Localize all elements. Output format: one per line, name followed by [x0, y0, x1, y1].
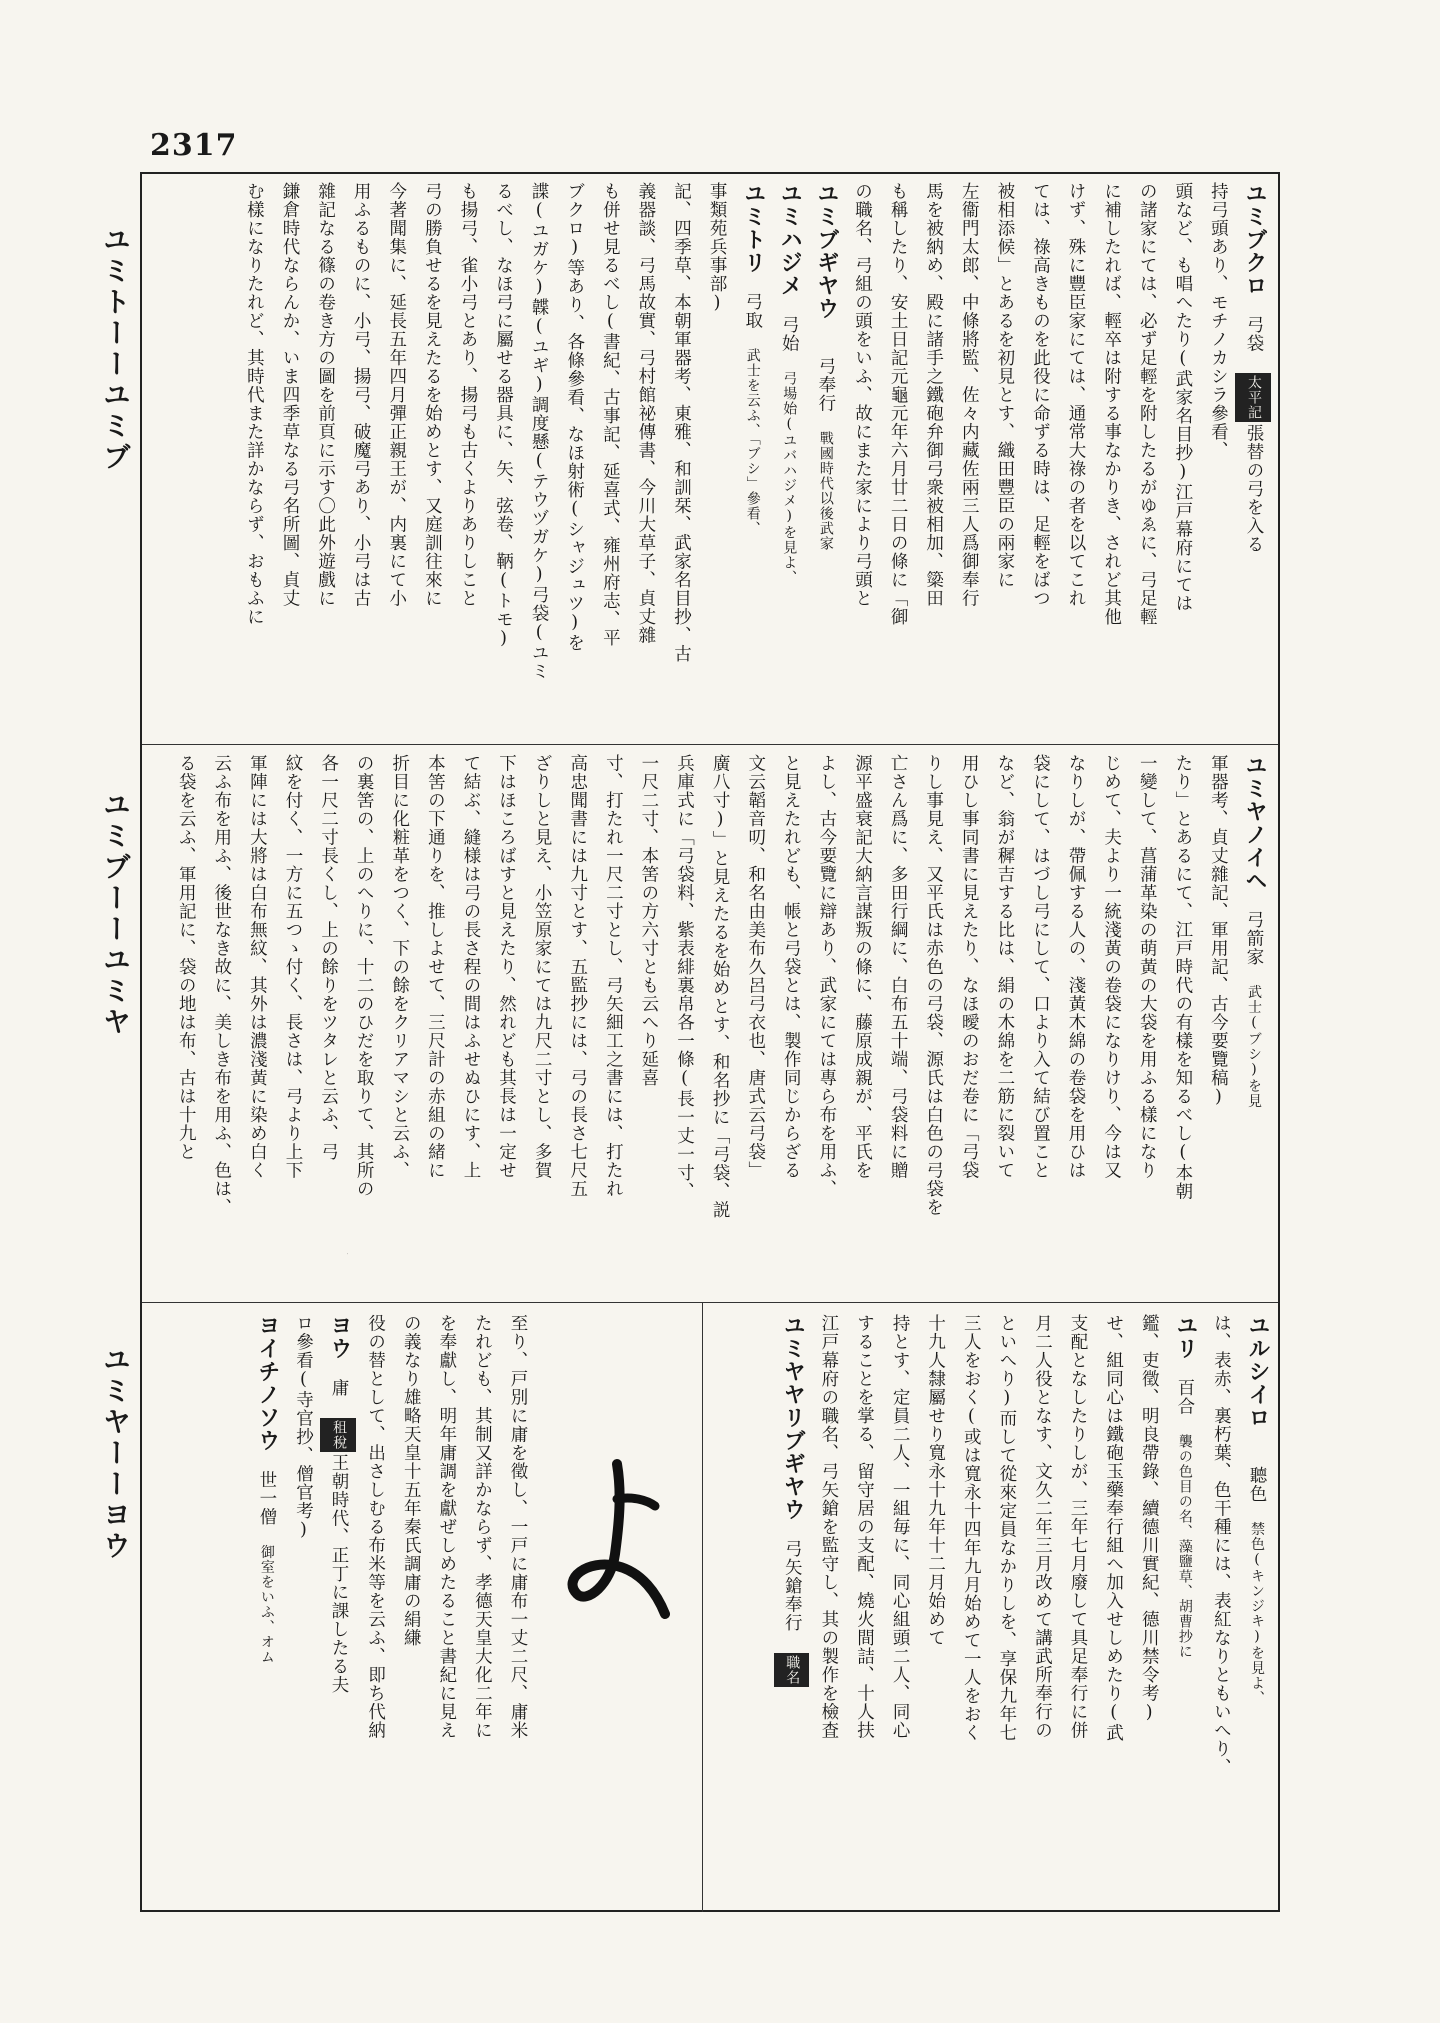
entry-yumitori-heading: ユミトリ: [740, 182, 766, 274]
entry-you-line-1: 役の替として、出さしむる布米等を云ふ、即ち代納: [365, 1314, 386, 1740]
column-divider-bottom: [702, 1302, 703, 1912]
middle-line-3: 紋を付く、一方に五つゝ付く、長さは、弓より上下: [282, 754, 303, 1180]
entry-yumibugyou-line-5: 被相添候」とあるを初見とす、織田豐臣の兩家に: [994, 182, 1015, 589]
entry-you-line-4: たれども、其制又詳かならず、孝德天皇大化二年に: [472, 1314, 493, 1740]
middle-line-16: 文云韜音叨、和名由美布久呂弓衣也、唐式云弓袋」: [745, 754, 766, 1180]
top-line-12: 義器談、弓馬故實、弓村館祕傳書、今川大草子、貞丈雜: [635, 182, 656, 645]
middle-line-15: 廣八寸)」と見えたるを始めとす、和名抄に「弓袋、説: [710, 754, 731, 1219]
middle-line-1: 云ふ布を用ふ、後世なき故に、美しき布を用ふ、色は、: [211, 754, 232, 1217]
top-line-2: 雜記なる篠の卷き方の圖を前頁に示す〇此外遊戲に: [315, 182, 336, 608]
middle-line-25: なりしが、帶佩する人の、淺黃木綿の卷袋を用ひは: [1066, 754, 1087, 1180]
entry-yumiyayaribugyou-line-3: 十九人隸屬せり寬永十九年十二月始めて: [925, 1314, 946, 1647]
entry-yumibukuro-badge: 太平記: [1235, 373, 1271, 422]
entry-yumiyanoihe-heading: ユミヤノイヘ: [1242, 754, 1267, 892]
entry-yumihajime-definition: 弓場始(ユバハジメ)を見よ、: [781, 371, 798, 585]
entry-yurushiiro-heading: ユルシイロ: [1245, 1314, 1270, 1429]
entry-yumiyayaribugyou-heading: ユミヤヤリブギヤウ: [780, 1314, 806, 1521]
entry-yumibugyou-term: 弓奉行: [815, 357, 836, 413]
middle-line-20: 亡さん爲に、多田行綱に、白布五十端、弓袋料に贈: [888, 754, 909, 1180]
entry-yoichinosou-definition: 御室をいふ、オム: [258, 1544, 275, 1665]
entry-yumiyayaribugyou-term: 弓矢鎗奉行: [782, 1539, 803, 1632]
entry-you-line-5: 至り、戸別に庸を徵し、一戸に庸布一丈二尺、庸米: [508, 1314, 528, 1740]
middle-line-4: 各一尺二寸長くし、上の餘りをツタレと云ふ、弓: [318, 754, 339, 1161]
entry-yuri-line-0: 襲の色目の名、藻鹽草、胡曹抄に: [1176, 1434, 1193, 1659]
entry-yurushiiro-term: 聽色: [1247, 1466, 1267, 1503]
entry-yumihajime-term: 弓始: [779, 315, 800, 353]
middle-line-27: 一變して、菖蒲革染の萌黃の大袋を用ふる樣になり: [1137, 754, 1158, 1180]
entry-yumiyayaribugyou-line-7: 支配となしたりしが、三年七月廢して具足奉行に併: [1068, 1314, 1089, 1740]
entry-yumiyanoihe-definition: 武士(ブシ)を見: [1246, 984, 1262, 1109]
entry-yuri-term: 百合: [1174, 1378, 1195, 1416]
middle-row-text: [142, 754, 1272, 1294]
middle-line-17: と見えたれども、帳と弓袋とは、製作同じからざる: [781, 754, 802, 1180]
middle-line-8: て結ぶ、縫様は弓の長さ程の間はふせぬひにす、上: [460, 754, 481, 1180]
middle-line-23: など、翁が穉吉する比は、絹の木綿を二筋に裂いて: [994, 754, 1015, 1180]
middle-line-22: 用ひし事同書に見えたり、なほ曖のおだ卷に「弓袋: [959, 754, 980, 1180]
entry-yumiyayaribugyou-line-9: 鑑、吏徵、明良帶錄、續德川實紀、德川禁令考): [1139, 1314, 1160, 1724]
top-line-5: 弓の勝負せるを見えたるを始めとす、又庭訓往來に: [422, 182, 443, 608]
middle-line-19: 源平盛衰記大納言謀叛の條に、藤原成親が、平氏を: [852, 754, 873, 1180]
entry-yumiyayaribugyou-line-6: 月二人役となす、文久二年三月改めて講武所奉行の: [1032, 1314, 1053, 1740]
header-guide-top: ユミトーーユミブ: [99, 225, 132, 473]
entry-yumibukuro-definition: 張替の弓を入る: [1244, 424, 1264, 554]
entry-yumitori-term: 弓取: [742, 292, 763, 330]
entry-yumibugyou-line-9: の諸家にては、必ず足輕を附したるがゆゑに、弓足輕: [1137, 182, 1158, 626]
header-guide-bottom: ユミヤーーヨウ: [99, 1345, 132, 1562]
entry-yumibugyou-line-8: に補したれば、輕卒は附する事なかりき、されど其他: [1101, 182, 1122, 626]
entry-yumiyanoihe-term: 弓箭家: [1244, 910, 1264, 966]
entry-yumiyayaribugyou-badge: 職名: [774, 1653, 810, 1687]
row-divider-top: [142, 744, 1278, 745]
entry-yumitori-definition: 武士を云ふ、「ブシ」參看、: [744, 348, 761, 536]
entry-you-heading: ヨウ: [327, 1314, 353, 1360]
top-line-14: 事類苑兵事部): [707, 182, 728, 314]
entry-yumiyayaribugyou-line-2: 持とす、定員二人、一組毎に、同心組頭二人、同心: [890, 1314, 911, 1740]
entry-yumibugyou-line-6: ては、祿高きものを此役に命ずる時は、足輕をばつ: [1030, 182, 1051, 608]
middle-line-2: 軍陣には大將は白布無紋、其外は濃淺黃に染め白く: [247, 754, 268, 1180]
entry-yumibugyou-line-7: けず、殊に豐臣家にては、通常大祿の者を以てこれ: [1066, 182, 1087, 608]
middle-line-14: 兵庫式に「弓袋料、紫表緋裏帛各一條(長一丈一寸、: [674, 754, 695, 1201]
header-guide-middle: ユミブーーユミヤ: [99, 790, 132, 1038]
entry-you-line-2: の義なり雄略天皇十五年秦氏調庸の絹縑: [401, 1314, 422, 1647]
top-line-11: も併せ見るべし(書紀、古事記、延喜式、雍州府志、平: [600, 182, 621, 647]
entry-yumibukuro-heading: ユミブクロ: [1242, 182, 1267, 297]
entry-you-line-3: を奉獻し、明年庸調を獻ぜしめたること書紀に見え: [436, 1314, 457, 1740]
entry-yumiyayaribugyou-line-1: することを掌る、留守居の支配、燒火間詰、十人扶: [854, 1314, 875, 1740]
middle-line-9: 下はほころばすと見えたり、然れども其長は一定せ: [496, 754, 517, 1180]
middle-line-0: る袋を云ふ、軍用記に、袋の地は布、古は十九と: [176, 754, 197, 1161]
entry-yumihajime-heading: ユミハジメ: [777, 182, 803, 297]
entry-you-term: 庸: [329, 1378, 350, 1397]
middle-line-21: りし事見え、又平氏は赤色の弓袋、源氏は白色の弓袋を: [923, 754, 944, 1217]
middle-line-5: の裏筈の、上のへりに、十二のひだを取りて、其所の: [354, 754, 375, 1198]
entry-yuri-line-1: は、表赤、裏朽葉、色干種には、表紅なりともいへり、: [1211, 1314, 1232, 1777]
top-line-13: 記、四季草、本朝軍器考、東雅、和訓栞、武家名目抄、古: [671, 182, 692, 663]
top-row-text: [142, 182, 1272, 737]
middle-line-26: じめて、夫より一統淺黃の卷袋になりけり、今は又: [1101, 754, 1122, 1180]
middle-line-18: よし、古今要覽に辯あり、武家にては專ら布を用ふ、: [816, 754, 837, 1198]
entry-yumibugyou-line-2: も稱したり、安土日記元龜元年六月廿二日の條に「御: [888, 182, 909, 626]
entry-yumibugyou-heading: ユミブギヤウ: [813, 182, 839, 320]
entry-yumibukuro-term: 弓袋: [1244, 315, 1264, 353]
entry-yurushiiro-definition: 禁色(キンジキ)を見よ、: [1249, 1521, 1265, 1706]
entry-you-line-0: 王朝時代、正丁に課したる夫: [329, 1453, 350, 1694]
middle-line-10: ざりしと見え、小笠原家にては九尺二寸とし、多賀: [532, 754, 553, 1180]
dictionary-frame: [140, 172, 1280, 1912]
top-line-4: 今著聞集に、延長五年四月彈正親王が、内裏にて小: [386, 182, 407, 608]
row-divider-bottom: [142, 1302, 1278, 1303]
entry-yumiyayaribugyou-line-8: せ、組同心は鐵砲玉藥奉行組へ加入せしめたり(武: [1103, 1314, 1124, 1742]
entry-yumiyayaribugyou-line-5: といへり)而して從來定員なかりしを、享保九年七: [996, 1314, 1017, 1742]
entry-you-badge: 租稅: [320, 1418, 356, 1452]
entry-yumibugyou-line-0: 戰國時代以後武家: [817, 431, 834, 551]
top-line-8: るべし、なほ弓に屬せる器具に、矢、弦卷、鞆(トモ): [493, 182, 514, 650]
top-line-1: 鎌倉時代ならんか、いま四季草なる弓名所圖、貞丈: [279, 182, 300, 608]
top-line-6: も揚弓、雀小弓とあり、揚弓も古くよりありしこと: [457, 182, 478, 608]
bottom-right-text: [710, 1314, 1275, 1904]
middle-line-29: 軍器考、貞丈雜記、軍用記、古今要覽稿): [1208, 754, 1229, 1108]
entry-yumibugyou-line-4: 左衞門太郎、中條將監、佐々内藏佐兩三人爲御奉行: [959, 182, 980, 608]
middle-line-13: 一尺二寸、本筈の方六寸とも云へり延喜: [638, 754, 659, 1087]
middle-line-11: 高忠聞書には九寸とす、五監抄には、弓の長さ七尺五: [567, 754, 588, 1198]
entry-yumiyayaribugyou-line-4: 三人をおく(或は寬永十四年九月始めて一人をおく: [961, 1314, 982, 1742]
middle-line-6: 折目に化粧革をつく、下の餘をクリアマシと云ふ、: [389, 754, 410, 1180]
entry-yumibugyou-line-3: 馬を被納め、殿に諸手之鐵砲弁御弓衆被相加、簗田: [923, 182, 944, 608]
entry-yumiyayaribugyou-line-0: 江戸幕府の職名、弓矢鎗を監守し、其の製作を檢査: [818, 1314, 839, 1740]
middle-line-28: たり」とあるにて、江戸時代の有樣を知るべし(本朝: [1172, 754, 1193, 1201]
top-line-10: ブクロ)等あり、各條參看、なほ射術(シャジュツ)を: [564, 182, 585, 652]
entry-yumibugyou-line-1: の職名、弓組の頭をいふ、故にまた家により弓頭と: [852, 182, 873, 608]
middle-line-7: 本筈の下通りを、推しよせて、三尺計の赤組の緒に: [425, 754, 446, 1180]
top-line-3: 用ふるものに、小弓、揚弓、破魔弓あり、小弓は古: [351, 182, 372, 608]
middle-line-24: 袋にして、はづし弓にして、口より入て結び置こと: [1030, 754, 1051, 1180]
page-number: 2317: [150, 128, 238, 163]
top-line-9: 諜(ユガケ)韘(ユギ)調度懸(テウヅガケ)弓袋(ユミ: [529, 182, 550, 681]
entry-yoichinosou-line-0: ロ參看(寺官抄、僧官考): [293, 1314, 314, 1541]
top-line-0: む樣になりたれど、其時代また詳かならず、おもふに: [244, 182, 265, 626]
svg-text:よ: よ: [347, 1254, 348, 1255]
entry-yumibugyou-line-10: 頭など、も唱へたり(武家名目抄)江戸幕府にては: [1172, 182, 1193, 613]
entry-yumibugyou-line-11: 持弓頭あり、モチノカシラ參看、: [1208, 182, 1229, 460]
middle-line-12: 寸、打たれ一尺二寸とし、弓矢細工之書には、打たれ: [603, 754, 624, 1198]
bottom-left-text: [150, 1314, 535, 1904]
entry-yoichinosou-term: 世一僧: [256, 1470, 277, 1526]
entry-yoichinosou-heading: ヨイチノソウ: [254, 1314, 280, 1452]
entry-yuri-heading: ユリ: [1172, 1314, 1198, 1360]
